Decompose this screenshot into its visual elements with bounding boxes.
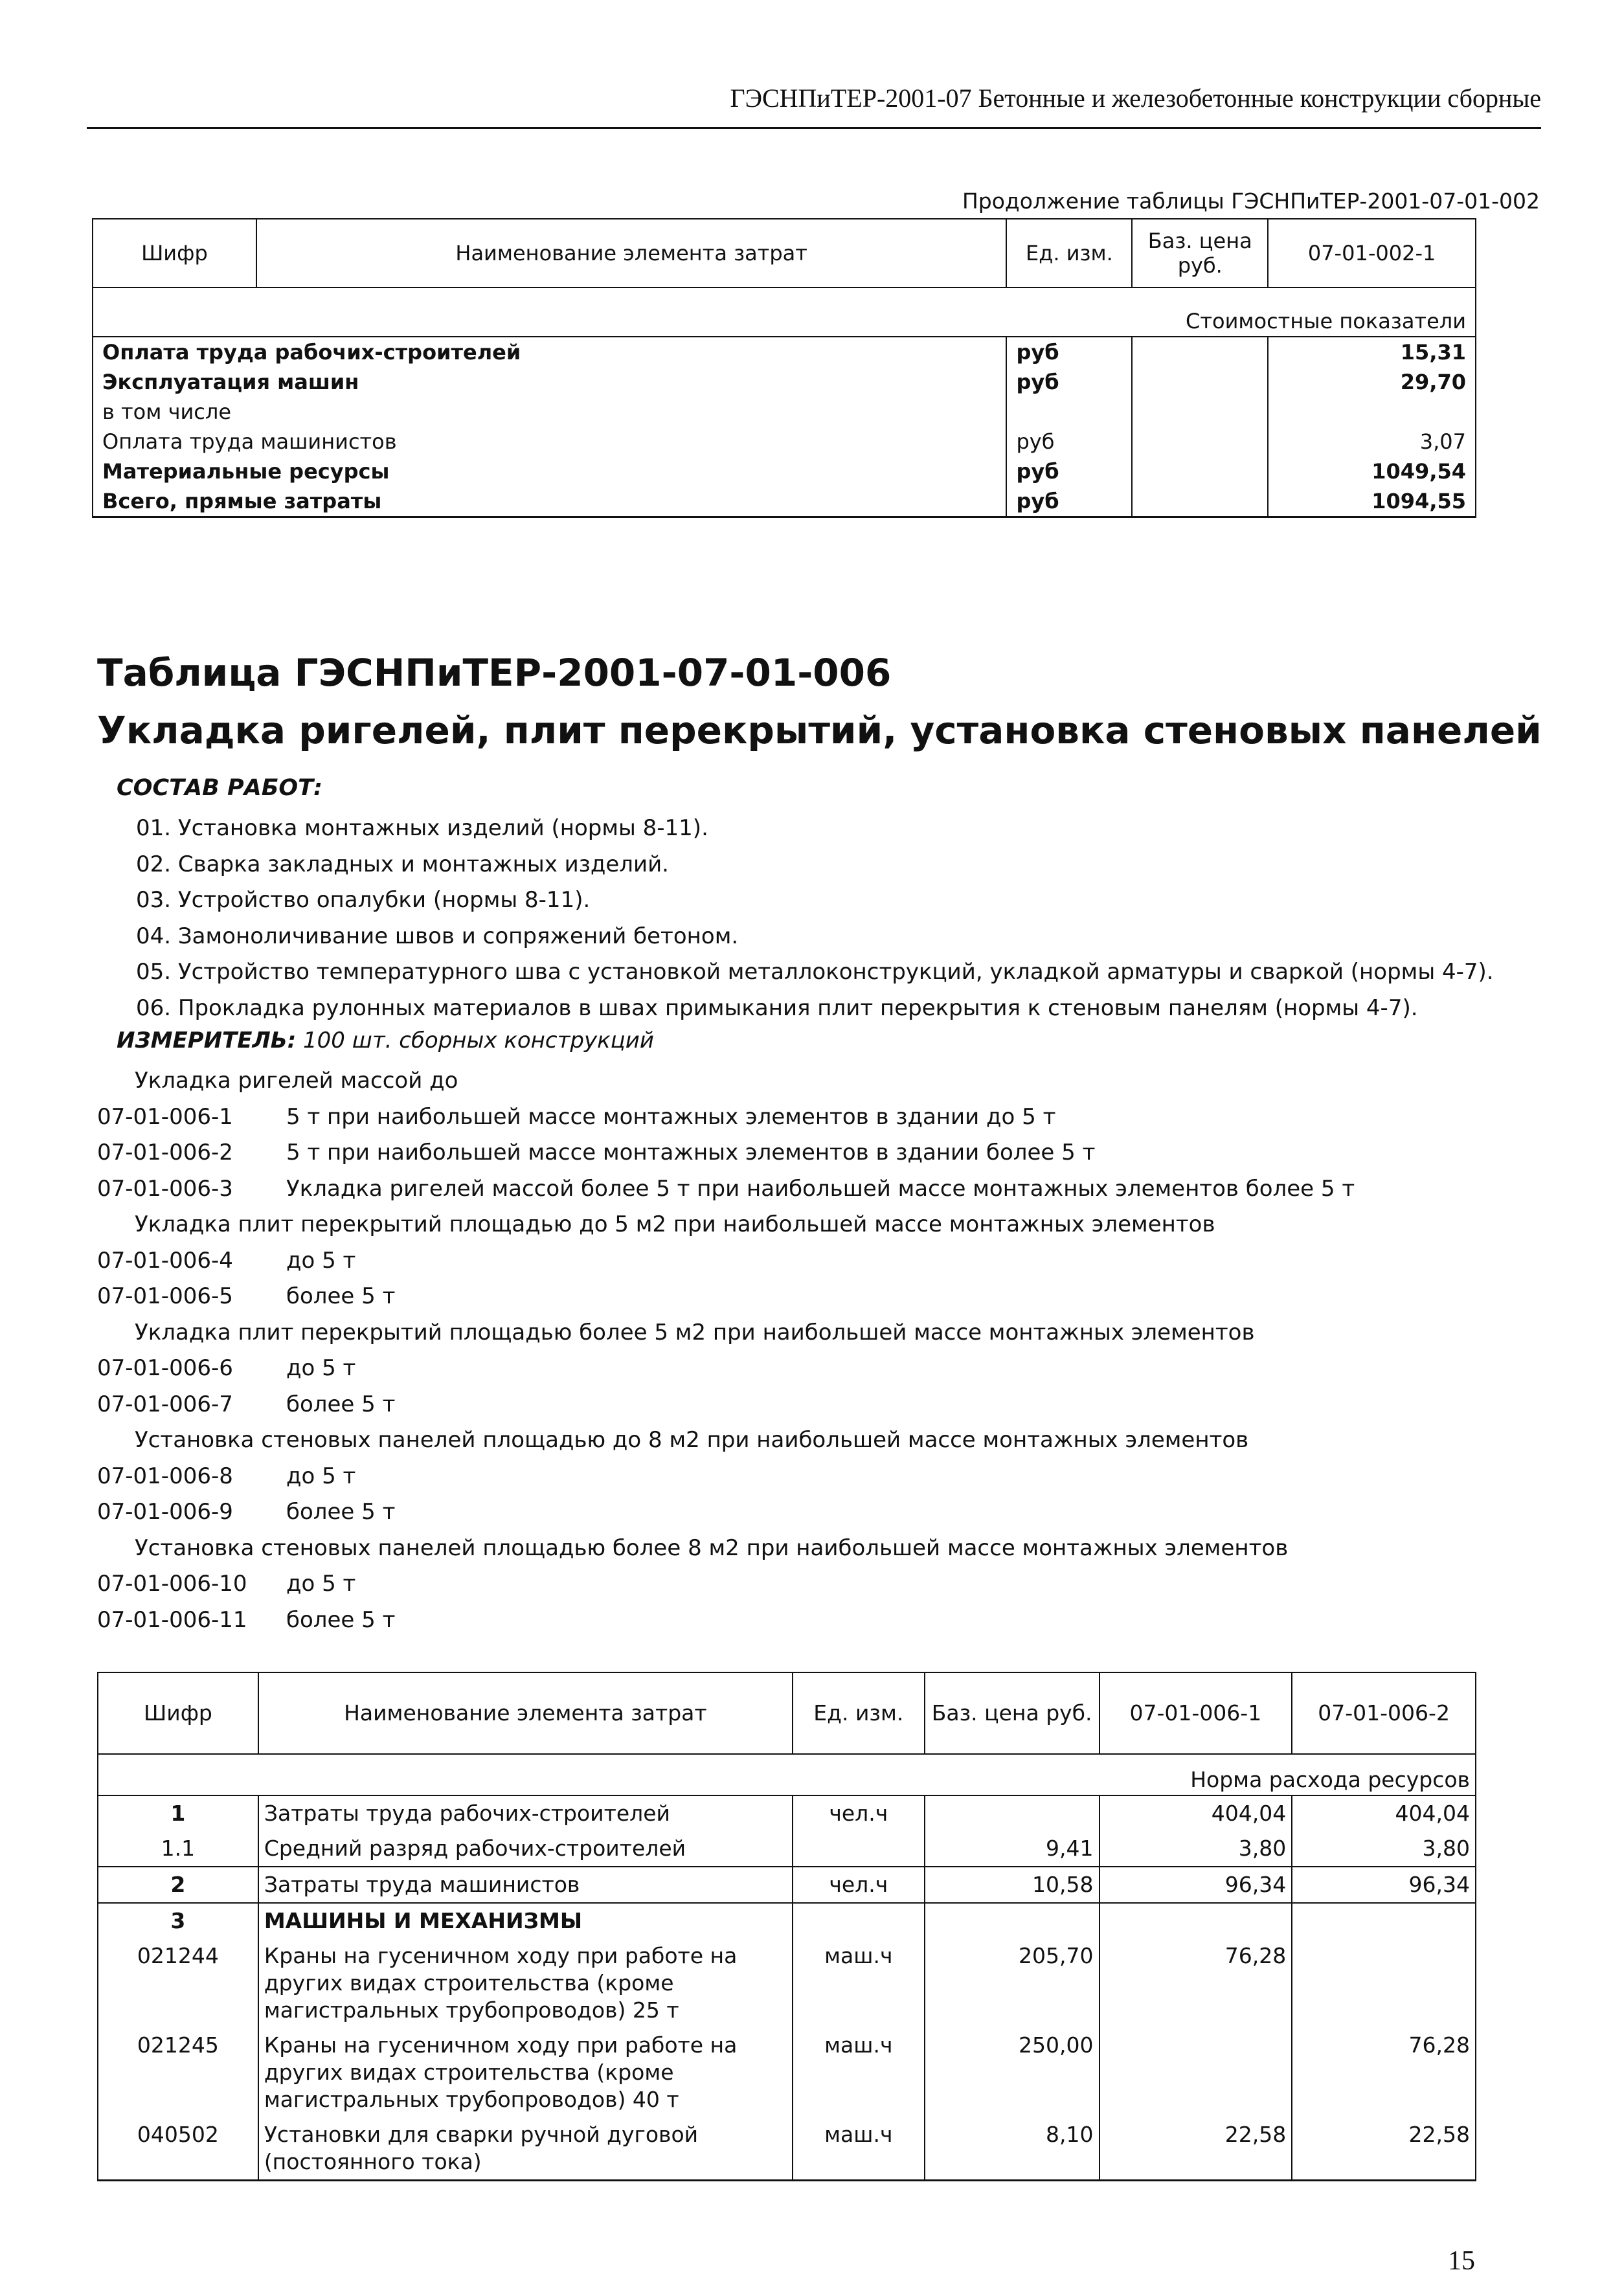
table1-header-row [93,219,1476,287]
operations-list [136,811,1494,1026]
table-row [93,486,1476,517]
page-number: 15 [1448,2246,1475,2276]
norm-code: 07-01-006-6 [97,1355,233,1381]
cell-name: Установки для сварки ручной дуговой (постоянного тока) [258,2117,793,2181]
cell-name: Затраты труда рабочих-строителей [258,1795,793,1831]
operation-item: 03. Устройство опалубки (нормы 8-11). [136,887,591,913]
cell-code: 021245 [98,2028,258,2117]
sostav-label: СОСТАВ РАБОТ: [117,775,322,801]
cell-value: 3,07 [1268,427,1476,456]
table-row [93,397,1476,427]
section2-label: Норма расхода ресурсов [98,1754,1476,1795]
norm-text: Укладка ригелей массой более 5 т при наибольшей массе монтажных элементов более 5 т [286,1175,1355,1202]
table-row [93,337,1476,367]
table-subtitle: Укладка ригелей, плит перекрытий, установка стеновых панелей [97,708,1542,752]
cell-unit: чел.ч [793,1867,925,1903]
cell-code: 2 [98,1867,258,1903]
norms-list [97,1063,1355,1638]
cell-name: Краны на гусеничном ходу при работе на других видах строительства (кроме магистральных трубопроводов) 40 т [258,2028,793,2117]
norm-code: 07-01-006-7 [97,1391,233,1417]
th-unit: Ед. изм. [1006,219,1132,287]
norm-text: более 5 т [286,1606,396,1633]
cell-col1 [1100,1903,1292,1939]
cell-price [1132,397,1268,427]
table2-body [98,1795,1476,2181]
cell-value [1268,397,1476,427]
cell-price [1132,337,1268,367]
cell-col2 [1292,1903,1476,1939]
cell-col2: 76,28 [1292,2028,1476,2117]
norm-item [97,1494,1355,1531]
cell-unit: руб [1006,337,1132,367]
norm-code: 07-01-006-3 [97,1175,233,1202]
th2-col1: 07-01-006-1 [1100,1672,1292,1754]
norm-text: до 5 т [286,1571,356,1597]
table-row [98,2028,1476,2117]
cell-name: Оплата труда машинистов [93,427,1006,456]
cell-col2 [1292,1939,1476,2028]
cell-code: 021244 [98,1939,258,2028]
cell-col1: 96,34 [1100,1867,1292,1903]
cell-unit [793,1831,925,1867]
cell-name: Всего, прямые затраты [93,486,1006,517]
th-name: Наименование элемента затрат [256,219,1007,287]
cell-unit: маш.ч [793,1939,925,2028]
norm-text: более 5 т [286,1391,396,1417]
norm-item [97,1243,1355,1279]
cell-value: 15,31 [1268,337,1476,367]
table1-caption: Продолжение таблицы ГЭСНПиТЕР-2001-07-01-002 [962,188,1540,214]
cell-name: Затраты труда машинистов [258,1867,793,1903]
operation-item: 06. Прокладка рулонных материалов в швах примыкания плит перекрытия к стеновым панелям (нормы 4-7). [136,995,1418,1021]
norm-code: 07-01-006-1 [97,1103,233,1130]
header-rule [87,127,1541,129]
norm-group: Укладка плит перекрытий площадью более 5 м2 при наибольшей массе монтажных элементов [135,1319,1255,1345]
cell-name: Оплата труда рабочих-строителей [93,337,1006,367]
cell-unit: чел.ч [793,1795,925,1831]
cell-unit [1006,397,1132,427]
table-title: Таблица ГЭСНПиТЕР-2001-07-01-006 [97,651,892,695]
th2-unit: Ед. изм. [793,1672,925,1754]
cell-name: Краны на гусеничном ходу при работе на других видах строительства (кроме магистральных трубопроводов) 25 т [258,1939,793,2028]
operation-item: 05. Устройство температурного шва с установкой металлоконструкций, укладкой арматуры и сваркой (нормы 4-7). [136,959,1494,985]
norm-item [97,1387,1355,1423]
cell-price: 205,70 [925,1939,1100,2028]
table-row [98,2117,1476,2181]
cell-price: 250,00 [925,2028,1100,2117]
th2-price: Баз. цена руб. [925,1672,1100,1754]
cell-price [925,1903,1100,1939]
th2-code: Шифр [98,1672,258,1754]
cell-code: 3 [98,1903,258,1939]
cell-code: 1.1 [98,1831,258,1867]
norm-code: 07-01-006-10 [97,1571,247,1597]
norm-group: Установка стеновых панелей площадью до 8 м2 при наибольшей массе монтажных элементов [135,1427,1249,1453]
cell-name: МАШИНЫ И МЕХАНИЗМЫ [258,1903,793,1939]
th2-col2: 07-01-006-2 [1292,1672,1476,1754]
norm-item [97,1279,1355,1315]
cell-name: в том числе [93,397,1006,427]
izmeritel-line [117,1028,654,1053]
cell-col1: 76,28 [1100,1939,1292,2028]
norm-text: более 5 т [286,1499,396,1525]
cell-unit: маш.ч [793,2117,925,2181]
cell-price [1132,427,1268,456]
table2-header-row [98,1672,1476,1754]
table-row [98,1867,1476,1903]
norm-code: 07-01-006-11 [97,1606,247,1633]
table2-section-row [98,1754,1476,1795]
th-code: Шифр [93,219,256,287]
operation-item: 01. Установка монтажных изделий (нормы 8-11). [136,815,708,841]
norm-item [97,1099,1355,1136]
norm-code: 07-01-006-2 [97,1140,233,1165]
cell-name: Материальные ресурсы [93,456,1006,486]
norm-text: до 5 т [286,1463,356,1489]
norm-group: Укладка ригелей массой до [135,1068,458,1094]
th-price: Баз. цена руб. [1132,219,1268,287]
cell-unit: руб [1006,367,1132,397]
th2-name: Наименование элемента затрат [258,1672,793,1754]
cell-unit: руб [1006,456,1132,486]
table-row [98,1831,1476,1867]
section-label: Стоимостные показатели [93,287,1476,337]
cell-price [925,1795,1100,1831]
norm-text: более 5 т [286,1283,396,1309]
cell-price: 8,10 [925,2117,1100,2181]
table-row [98,1939,1476,2028]
cell-name: Эксплуатация машин [93,367,1006,397]
cell-code: 040502 [98,2117,258,2181]
cell-price: 9,41 [925,1831,1100,1867]
norm-text: 5 т при наибольшей массе монтажных элементов в здании до 5 т [286,1103,1056,1130]
cell-col2: 3,80 [1292,1831,1476,1867]
norm-code: 07-01-006-5 [97,1283,233,1309]
cell-code: 1 [98,1795,258,1831]
table-row [98,1795,1476,1831]
norm-text: 5 т при наибольшей массе монтажных элементов в здании более 5 т [286,1140,1096,1165]
cell-col2: 96,34 [1292,1867,1476,1903]
cell-price [1132,486,1268,517]
cell-value: 1049,54 [1268,456,1476,486]
cell-col2: 404,04 [1292,1795,1476,1831]
table-row [93,427,1476,456]
cell-price [1132,367,1268,397]
norm-item [97,1603,1355,1639]
norm-item [97,1459,1355,1495]
running-header: ГЭСНПиТЕР-2001-07 Бетонные и железобетонные конструкции сборные [730,84,1541,113]
norm-code: 07-01-006-8 [97,1463,233,1489]
norm-item [97,1351,1355,1387]
norm-code: 07-01-006-9 [97,1499,233,1525]
norm-text: до 5 т [286,1247,356,1274]
th-norm: 07-01-002-1 [1268,219,1476,287]
table-row [93,367,1476,397]
norm-group: Укладка плит перекрытий площадью до 5 м2 при наибольшей массе монтажных элементов [135,1211,1215,1237]
cell-value: 29,70 [1268,367,1476,397]
cost-table [92,218,1476,518]
cell-value: 1094,55 [1268,486,1476,517]
cell-unit [793,1903,925,1939]
cell-unit: руб [1006,486,1132,517]
cell-col1: 22,58 [1100,2117,1292,2181]
operation-item: 04. Замоноличивание швов и сопряжений бетоном. [136,923,739,949]
table1-section-row [93,287,1476,337]
cell-unit: маш.ч [793,2028,925,2117]
table1-body [93,337,1476,517]
norm-item [97,1135,1355,1171]
table-row [93,456,1476,486]
cell-name: Средний разряд рабочих-строителей [258,1831,793,1867]
izmeritel-value: 100 шт. сборных конструкций [303,1028,654,1053]
izmeritel-label: ИЗМЕРИТЕЛЬ: [117,1028,297,1053]
norm-text: до 5 т [286,1355,356,1381]
cell-col2: 22,58 [1292,2117,1476,2181]
operation-item: 02. Сварка закладных и монтажных изделий. [136,851,669,877]
norm-item [97,1171,1355,1208]
cell-col1: 404,04 [1100,1795,1292,1831]
resources-table [97,1672,1476,2181]
norm-item [97,1566,1355,1603]
cell-col1: 3,80 [1100,1831,1292,1867]
cell-col1 [1100,2028,1292,2117]
cell-price [1132,456,1268,486]
cell-price: 10,58 [925,1867,1100,1903]
table-row [98,1903,1476,1939]
norm-code: 07-01-006-4 [97,1247,233,1274]
norm-group: Установка стеновых панелей площадью более 8 м2 при наибольшей массе монтажных элементов [135,1535,1289,1561]
cell-unit: руб [1006,427,1132,456]
